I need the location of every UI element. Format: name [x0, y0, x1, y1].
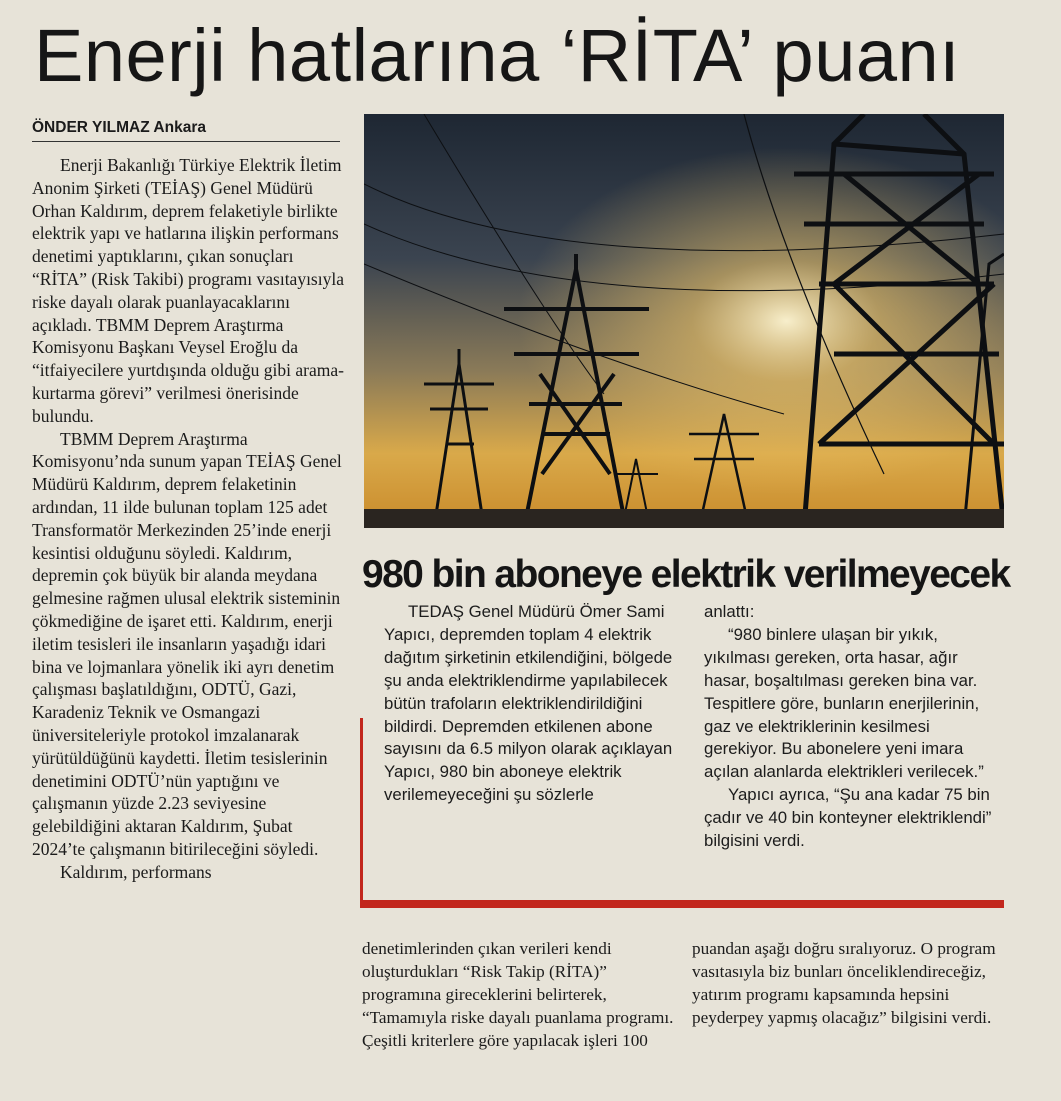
box-right-column	[704, 601, 1004, 853]
bottom-middle-column	[362, 938, 684, 1053]
box-accent-rule	[360, 718, 363, 904]
box-right-paragraph-3: Yapıcı ayrıca, “Şu ana kadar 75 bin çadır ve 40 bin konteyner elektriklendi” bilgisini verdi.	[704, 785, 992, 851]
pylons-illustration	[364, 114, 1004, 528]
left-paragraph-1: Enerji Bakanlığı Türkiye Elektrik İletim Anonim Şirketi (TEİAŞ) Genel Müdürü Orhan Kaldırım, deprem felaketiyle birlikte elektrik yapı ve hatlarına ilişkin performans denetimi yaptıklarını, çıkan sonuçları “RİTA” (Risk Takibi) programı vasıtayısıyla riske dayalı olarak puanlayacaklarını açıkladı. TBMM Deprem Araştırma Komisyonu Başkanı Veysel Eroğlu da “itfaiyecilere yurtdışında olduğu gibi arama-kurtarma görevi” verilmesi önerisinde bulundu.	[32, 155, 344, 426]
pylons-photo	[364, 114, 1004, 528]
subheadline: 980 bin aboneye elektrik verilmeyecek	[362, 553, 1010, 596]
bottom-accent-rule	[360, 900, 1004, 908]
bottom-right-column	[692, 938, 1012, 1030]
bottom-middle-paragraph: denetimlerinden çıkan verileri kendi oluşturdukları “Risk Takip (RİTA)” programına gireceklerini belirterek, “Tamamıyla riske dayalı puanlama programı. Çeşitli kriterlere göre yapılacak işleri 100	[362, 939, 674, 1050]
box-right-quote: “980 binlere ulaşan bir yıkık, yıkılması gereken, orta hasar, ağır hasar, boşaltılması gereken bina var. Tespitlere göre, bunların enerjilerinin, gaz ve elektriklerinin kesilmesi gerekiyor. Bu abonelere yeni imara açılan alanlarda elektrikleri verilecek.”	[704, 624, 984, 782]
box-left-paragraph: TEDAŞ Genel Müdürü Ömer Sami Yapıcı, depremden toplam 4 elektrik dağıtım şirketinin etkilendiğini, bölgede şu anda elektriklendirme yapılabilecek bütün trafoların elektriklendirildiğini bildirdi. Depremden etkilenen abone sayısını da 6.5 milyon olarak açıklayan Yapıcı, 980 bin aboneye elektrik verilemeyeceğini şu sözlerle	[384, 602, 673, 805]
headline: Enerji hatlarına ‘RİTA’ puanı	[34, 14, 961, 97]
box-right-paragraph-1: anlattı:	[704, 602, 755, 621]
byline: ÖNDER YILMAZ Ankara	[32, 118, 340, 142]
left-column	[32, 154, 344, 884]
left-paragraph-2: TBMM Deprem Araştırma Komisyonu’nda sunum yapan TEİAŞ Genel Müdürü Kaldırım, deprem felaketinin ardından, 11 ilde bulunan toplam 125 adet Transformatör Merkezinden 25’inde enerji kesintisi olduğunu söyledi. Kaldırım, depremin çok büyük bir alanda meydana gelmesine rağmen ulusal elektrik sisteminin çökmediğine de işaret etti. Kaldırım, enerji iletim tesisleri ile insanların yaşadığı idari bina ve lojmanlara yönelik iki ayrı denetim çalışması başlatıldığını, ODTÜ, Gazi, Karadeniz Teknik ve Osmangazi üniversiteleriyle protokol imzalanarak yürütüldüğünü kaydetti. İletim tesislerinin denetimini ODTÜ’nün yaptığını ve çalışmanın yüzde 2.23 seviyesine gelebildiğini aktaran Kaldırım, Şubat 2024’te çalışmanın bitirileceğini söyledi.	[32, 428, 342, 859]
left-paragraph-3: Kaldırım, performans	[60, 861, 212, 882]
bottom-right-paragraph: puandan aşağı doğru sıralıyoruz. O program vasıtasıyla biz bunları önceliklendireceğiz, yatırım programı kapsamında hepsini peyderpey yapmış olacağız” bilgisini verdi.	[692, 939, 996, 1027]
box-left-column	[384, 601, 690, 807]
